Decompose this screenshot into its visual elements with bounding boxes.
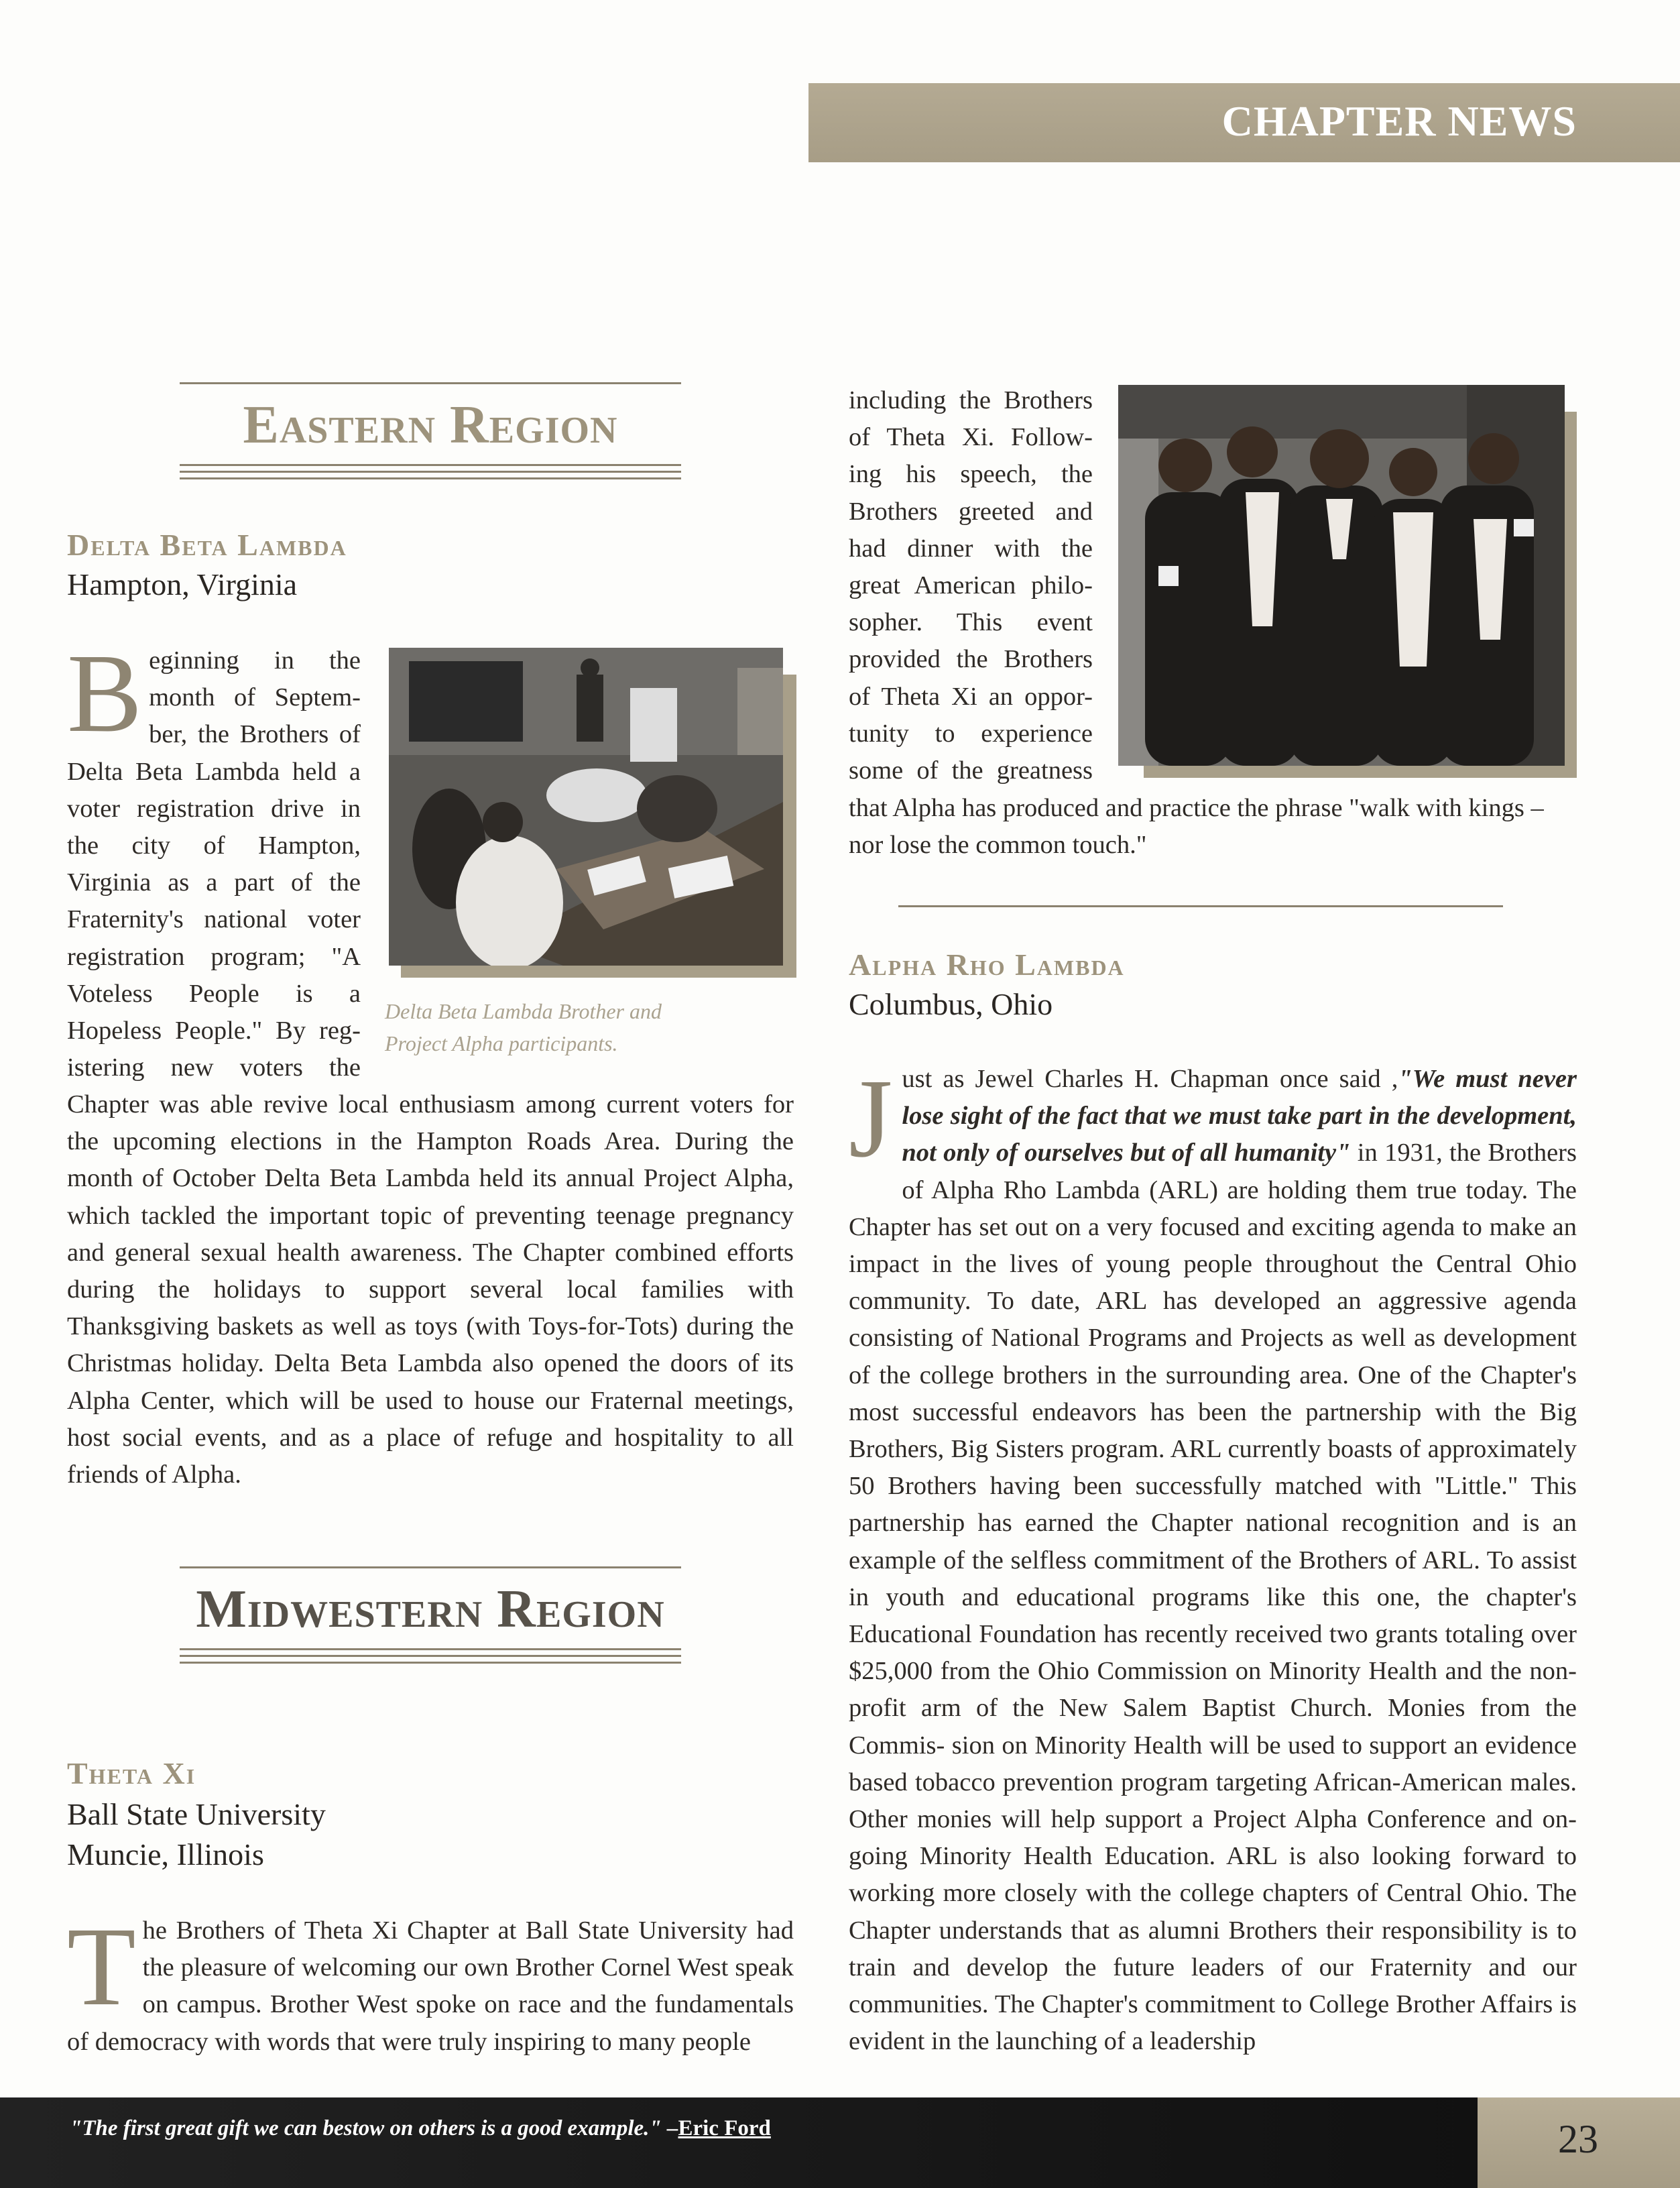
footer-quote: "The first great gift we can bestow on others is a good example." –Eric Ford <box>70 2116 771 2140</box>
chapter-name: Alpha Rho Lambda <box>849 947 1125 982</box>
alpha-rho-text: ust as Jewel Charles H. Chapman once said ,"We must never lose sight of the fact that we must take part in the development, not only of ourselves but of all humanity" in 1931, the Brothers of Alpha Rho Lambda (ARL) are holding them true today. The Chapter has set out on a very focused and exciting agenda to make an impact in the lives of young people throughout the Central Ohio community. To date, ARL has developed an aggressive agenda consisting of National Programs and Projects as well as development of the college brothers in the surrounding area. One of the Chapter's most successful endeavors has been the partnership with the Big Brothers, Big Sisters program. ARL currently boasts of approximately 50 Brothers having been successfully matched with "Little." This partnership has earned the Chapter national recognition and is an example of the selfless commitment of the Brothers of ARL. To assist in youth and educational programs like this one, the chapter's Educational Foundation has recently received two grants totaling over $25,000 from the Ohio Commission on Minority Health and the non-profit arm of the New Salem Baptist Church. Monies from the Commis- sion on Minority Health will be used to support an evidence based tobacco prevention program targeting African-American males. Other monies will help support a Project Alpha Conference and on-going Minority Health Education. ARL is also looking forward to working more closely with the college chapters of Central Ohio. The Chapter understands that as alumni Brothers their responsibility is to train and develop the future leaders of our Fraternity and our communities. The Chapter's commitment to College Brother Affairs is evident in the launching of a leadership <box>849 1065 1577 2056</box>
footer-author: Eric Ford <box>678 2116 771 2140</box>
region-title: Midwestern Region <box>196 1580 665 1639</box>
section-label: CHAPTER NEWS <box>1221 97 1577 145</box>
section-banner <box>808 83 1680 162</box>
theta-xi-continued-rest: that Alpha has produced and practice the phrase "walk with kings – nor lose the common touch." <box>849 794 1544 860</box>
region-title: Eastern Region <box>243 396 618 455</box>
chapter-location: Ball State University Muncie, Illinois <box>67 1797 326 1872</box>
chapman-quote: "We must never lose sight of the fact that we must take part in the development, not only of ourselves but of all humanity" <box>902 1065 1577 1167</box>
chapter-name: Delta Beta Lambda <box>67 528 347 562</box>
theta-xi-paragraph <box>67 1904 794 2061</box>
eastern-paragraph-top <box>67 631 361 1086</box>
midwestern-region-heading <box>180 1566 681 1668</box>
drop-cap: J <box>849 1056 893 1181</box>
photo-project-alpha <box>389 648 783 966</box>
chapter-name: Theta Xi <box>67 1756 196 1790</box>
page-number: 23 <box>1558 2117 1598 2161</box>
alpha-rho-paragraph <box>849 1056 1577 2060</box>
section-divider <box>898 905 1503 907</box>
drop-cap: T <box>67 1904 136 2029</box>
chapter-location: Columbus, Ohio <box>849 987 1053 1021</box>
photo-caption: Delta Beta Lambda Brother and Project Alpha participants. <box>385 999 662 1055</box>
theta-xi-continued-lines: including the Brothers of Theta Xi. Follow- ing his speech, the Brothers greeted and had dinner with the great American philo- sopher. This event provided the Brothers of Theta Xi an oppor- tunity to experience some of the greatness <box>849 386 1093 785</box>
photo-cornel-west <box>1118 385 1565 766</box>
page-number-box <box>1478 2097 1680 2188</box>
eastern-region-heading <box>180 382 681 484</box>
eastern-paragraph-rest: Chapter was able revive local enthusiasm among current voters for the upcoming elections in the Hampton Roads Area. During the month of October Delta Beta Lambda held its annual Project Alpha, which tackled the important topic of preventing teenage pregnancy and general sexual health awareness. The Chapter combined efforts during the holidays to support several local families with Thanksgiving baskets as well as toys (with Toys-for-Tots) during the Christmas holiday. Delta Beta Lambda also opened the doors of its Alpha Center, which will be used to house our Fraternal meetings, host social events, and as a place of refuge and hospitality to all friends of Alpha. <box>67 1090 794 1489</box>
footer-bar <box>0 2097 1478 2188</box>
chapter-location: Hampton, Virginia <box>67 567 298 601</box>
theta-xi-text: he Brothers of Theta Xi Chapter at Ball State University had the pleasure of welcoming our own Brother Cornel West speak on campus. Brother West spoke on race and the fundamentals of democracy with words that were truly inspiring to many people <box>67 1916 794 2056</box>
drop-cap: B <box>67 631 143 756</box>
eastern-narrow-lines: eginning in the month of Septem- ber, the Brothers of Delta Beta Lambda held a voter registration drive in the city of Hampton, Virginia as a part of the Fraternity's national voter registration program; "A Voteless People is a Hopeless People." By reg- istering new voters the <box>67 646 361 1082</box>
